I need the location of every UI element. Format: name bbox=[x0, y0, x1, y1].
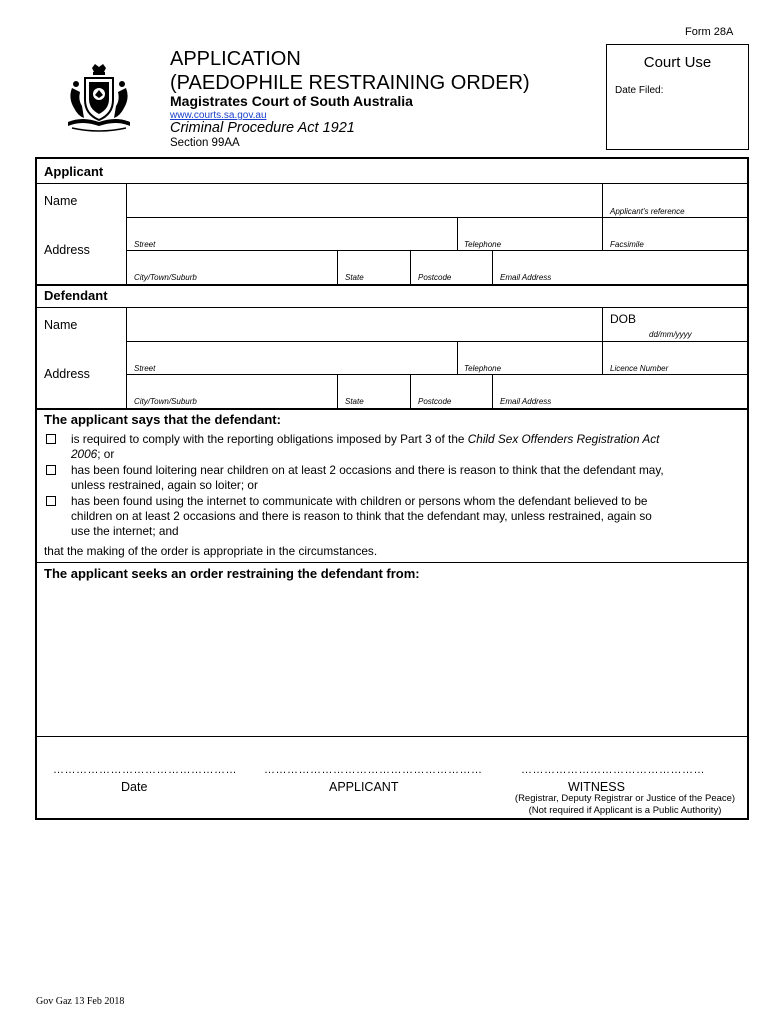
option-1-text bbox=[71, 432, 659, 462]
defendant-licence-label: Licence Number bbox=[610, 364, 669, 373]
gazette-footer: Gov Gaz 13 Feb 2018 bbox=[36, 996, 125, 1007]
defendant-telephone-label: Telephone bbox=[464, 364, 502, 373]
applicant-city-label: City/Town/Suburb bbox=[134, 273, 197, 282]
witness-note-2: (Not required if Applicant is a Public Authority) bbox=[528, 805, 722, 816]
defendant-name-label: Name bbox=[44, 318, 78, 332]
coat-of-arms-icon bbox=[62, 62, 136, 136]
option-3-line-2: children on at least 2 occasions and there is reason to think that the defendant may, unless restrained, again so bbox=[71, 509, 652, 523]
court-use-title: Court Use bbox=[643, 54, 712, 71]
applicant-address-label: Address bbox=[44, 243, 90, 257]
witness-label: WITNESS bbox=[568, 780, 625, 794]
option-1-year: 2006 bbox=[71, 447, 98, 461]
form-title bbox=[170, 47, 530, 95]
divider bbox=[410, 250, 411, 284]
divider bbox=[410, 374, 411, 408]
defendant-name-field[interactable] bbox=[127, 308, 602, 341]
court-name: Magistrates Court of South Australia bbox=[170, 93, 413, 109]
applicant-reference-label: Applicant’s reference bbox=[610, 207, 685, 216]
applicant-state-label: State bbox=[345, 273, 364, 282]
section-ref: Section 99AA bbox=[170, 137, 240, 149]
option-3-line-1: has been found using the internet to communicate with children or persons whom the defendant believed to be bbox=[71, 494, 648, 508]
order-heading: The applicant seeks an order restraining the defendant from: bbox=[44, 566, 420, 581]
witness-signature-line[interactable]: ………………………………………… bbox=[521, 764, 705, 776]
applicant-heading: Applicant bbox=[44, 164, 104, 179]
option-1-prefix: is required to comply with the reporting obligations imposed by Part 3 of the bbox=[71, 432, 465, 446]
defendant-state-label: State bbox=[345, 397, 364, 406]
title-line-2: (PAEDOPHILE RESTRAINING ORDER) bbox=[170, 72, 530, 94]
option-2-line-1: has been found loitering near children on at least 2 occasions and there is reason to think that the defendant may, bbox=[71, 463, 664, 477]
date-signature-line[interactable]: ………………………………………… bbox=[53, 764, 237, 776]
divider bbox=[37, 562, 747, 563]
applicant-name-field[interactable] bbox=[127, 184, 602, 217]
statements-heading: The applicant says that the defendant: bbox=[44, 412, 281, 427]
applicant-street-label: Street bbox=[134, 240, 156, 249]
option-1-act: Child Sex Offenders Registration Act bbox=[467, 432, 660, 446]
option-2-line-2: unless restrained, again so loiter; or bbox=[71, 478, 258, 492]
defendant-dob-label: DOB bbox=[610, 312, 637, 326]
applicant-email-label: Email Address bbox=[500, 273, 552, 282]
divider bbox=[457, 341, 458, 374]
divider bbox=[126, 250, 747, 251]
divider bbox=[126, 341, 747, 342]
defendant-heading: Defendant bbox=[44, 288, 108, 303]
title-line-1: APPLICATION bbox=[170, 48, 301, 70]
applicant-signature-line[interactable]: ………………………………………………… bbox=[264, 764, 483, 776]
divider bbox=[37, 284, 747, 286]
applicant-postcode-label: Postcode bbox=[418, 273, 452, 282]
divider bbox=[337, 250, 338, 284]
option-3-line-3: use the internet; and bbox=[71, 524, 179, 538]
form-number: Form 28A bbox=[685, 26, 734, 38]
defendant-email-label: Email Address bbox=[500, 397, 552, 406]
divider bbox=[492, 374, 493, 408]
defendant-postcode-label: Postcode bbox=[418, 397, 452, 406]
divider bbox=[457, 217, 458, 250]
divider bbox=[337, 374, 338, 408]
applicant-label: APPLICANT bbox=[329, 780, 399, 794]
date-filed-label: Date Filed: bbox=[615, 85, 664, 96]
defendant-city-label: City/Town/Suburb bbox=[134, 397, 197, 406]
option-2-text bbox=[71, 463, 664, 493]
option-3-checkbox[interactable] bbox=[46, 496, 56, 506]
dob-format-hint: dd/mm/yyyy bbox=[649, 330, 692, 339]
defendant-address-label: Address bbox=[44, 367, 90, 381]
option-3-text bbox=[71, 494, 652, 539]
divider bbox=[37, 408, 747, 410]
date-label: Date bbox=[121, 780, 148, 794]
closing-statement: that the making of the order is appropriate in the circumstances. bbox=[44, 544, 378, 558]
divider bbox=[602, 217, 603, 250]
divider bbox=[492, 250, 493, 284]
witness-note-1: (Registrar, Deputy Registrar or Justice of the Peace) bbox=[514, 793, 736, 804]
option-1-checkbox[interactable] bbox=[46, 434, 56, 444]
applicant-telephone-label: Telephone bbox=[464, 240, 502, 249]
divider bbox=[602, 341, 603, 374]
defendant-street-label: Street bbox=[134, 364, 156, 373]
website-link[interactable]: www.courts.sa.gov.au bbox=[170, 110, 267, 121]
option-1-suffix: ; or bbox=[97, 447, 115, 461]
form-body bbox=[35, 157, 749, 820]
court-use-box bbox=[606, 44, 749, 150]
divider bbox=[37, 736, 747, 737]
act-title: Criminal Procedure Act 1921 bbox=[170, 120, 355, 136]
applicant-name-label: Name bbox=[44, 194, 78, 208]
order-details-field[interactable] bbox=[39, 585, 745, 735]
divider bbox=[126, 217, 747, 218]
divider bbox=[126, 374, 747, 375]
applicant-facsimile-label: Facsimile bbox=[610, 240, 644, 249]
option-2-checkbox[interactable] bbox=[46, 465, 56, 475]
